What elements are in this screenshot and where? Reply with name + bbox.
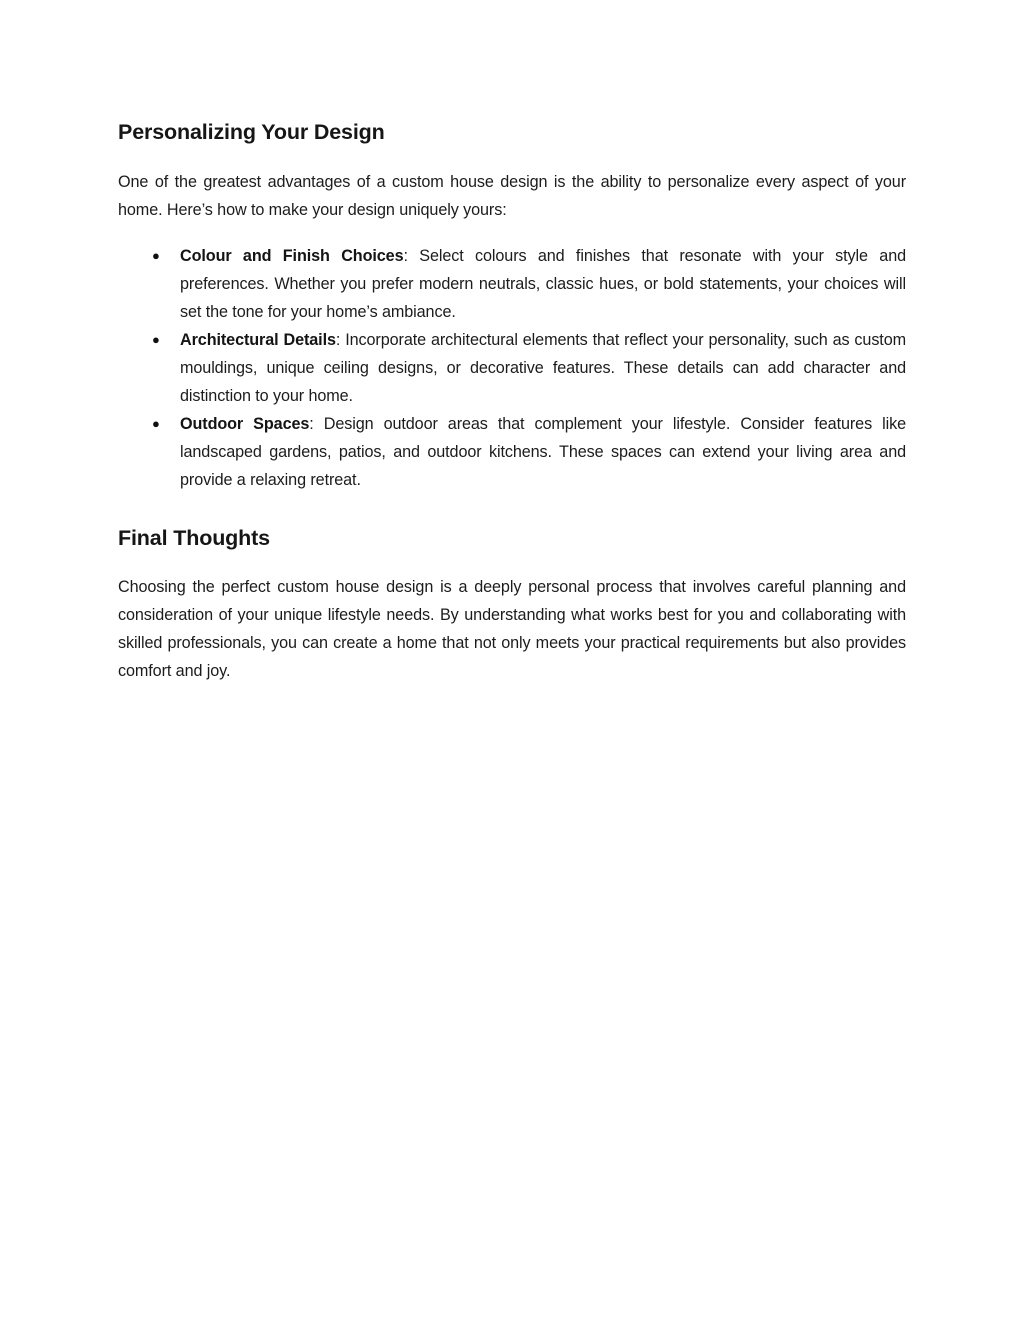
list-item-separator: :: [403, 247, 420, 265]
list-item: [118, 410, 906, 494]
section-final-thoughts: [118, 524, 906, 552]
bullet-dot-icon: ●: [152, 416, 160, 431]
section-heading-final-thoughts: Final Thoughts: [118, 526, 270, 550]
page-title: Personalizing Your Design: [118, 120, 385, 144]
list-item-separator: :: [309, 415, 324, 433]
list-item-text: Select colours and finishes that resonate with your style and preferences. Whether you prefer modern neutrals, classic hues, or bold statements, your choices will set the tone for your home’s ambiance.: [180, 247, 906, 321]
list-item-label: Colour and Finish Choices: [180, 247, 404, 265]
page-bottom-whitespace: [118, 685, 906, 686]
list-item-label: Outdoor Spaces: [180, 415, 310, 433]
list-item: [118, 326, 906, 410]
intro-paragraph-personalizing: One of the greatest advantages of a custom house design is the ability to personalize every aspect of your home. Here’s how to make your design uniquely yours:: [118, 173, 906, 219]
bullet-dot-icon: ●: [152, 248, 160, 263]
list-item-text: Incorporate architectural elements that reflect your personality, such as custom mouldings, unique ceiling designs, or decorative features. These details can add character and distinction to your home.: [180, 331, 906, 405]
section-personalizing-your-design: [118, 118, 906, 146]
list-item: [118, 242, 906, 326]
closing-paragraph: Choosing the perfect custom house design is a deeply personal process that involves careful planning and consideration of your unique lifestyle needs. By understanding what works best for you and collaborating with skilled professionals, you can create a home that not only meets your practical requirements but also provides comfort and joy.: [118, 578, 906, 680]
list-item-text: Design outdoor areas that complement your lifestyle. Consider features like landscaped gardens, patios, and outdoor kitchens. These spaces can extend your living area and provide a relaxing retreat.: [180, 415, 906, 489]
document-content-column: [118, 118, 906, 686]
personalization-bullet-list: [118, 242, 906, 494]
list-item-label: Architectural Details: [180, 331, 336, 349]
list-item-separator: :: [335, 331, 346, 349]
bullet-dot-icon: ●: [152, 332, 160, 347]
